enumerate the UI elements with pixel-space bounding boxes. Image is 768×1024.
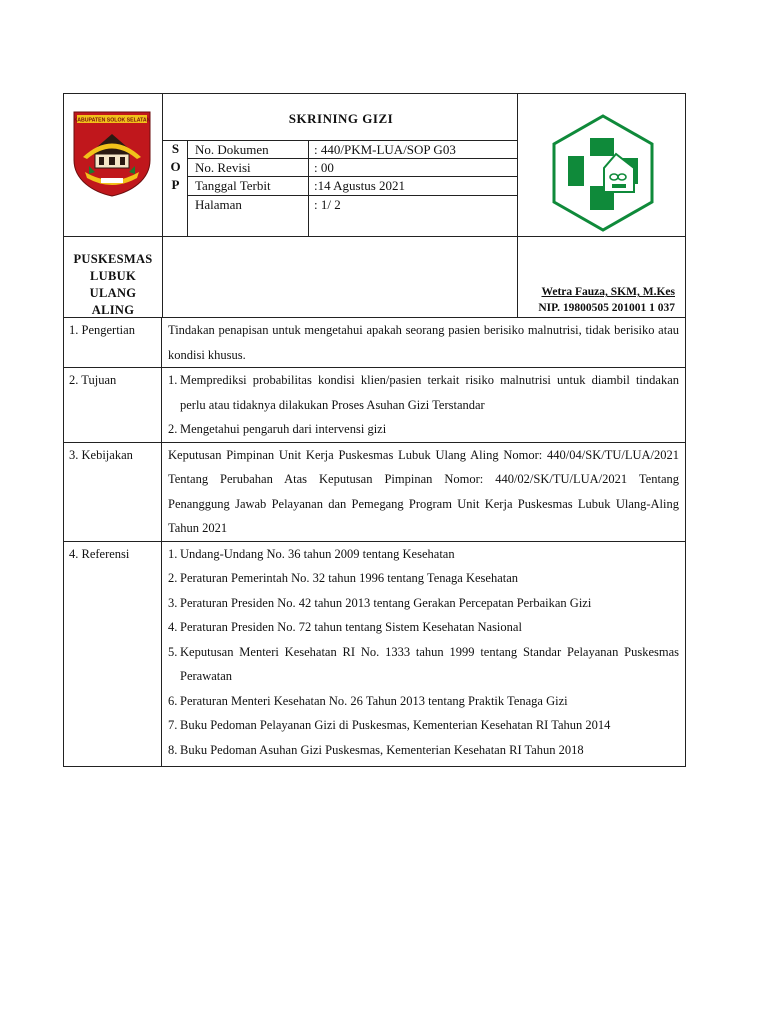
section-label: 4. Referensi	[64, 541, 162, 767]
list-item-text: Peraturan Presiden No. 72 tahun tentang Sistem Kesehatan Nasional	[180, 620, 522, 634]
field-label-no-revisi: No. Revisi	[195, 160, 251, 175]
list-item: 8. Buku Pedoman Asuhan Gizi Puskesmas, Kementerian Kesehatan RI Tahun 2018	[168, 738, 679, 763]
institution-line-1: PUSKESMAS	[73, 252, 153, 266]
signer-name: Wetra Fauza, SKM, M.Kes	[541, 286, 675, 298]
sop-letter-p: P	[171, 177, 180, 192]
list-item-text: Peraturan Pemerintah No. 32 tahun 1996 tentang Tenaga Kesehatan	[180, 571, 519, 585]
list-item-text: Buku Pedoman Pelayanan Gizi di Puskesmas, Kementerian Kesehatan RI Tahun 2014	[180, 718, 611, 732]
field-value-no-revisi: : 00	[314, 160, 334, 175]
list-item-text: Mengetahui pengaruh dari intervensi gizi	[180, 422, 387, 436]
list-item: 2. Peraturan Pemerintah No. 32 tahun 1996 tentang Tenaga Kesehatan	[168, 566, 679, 591]
list-item-text: Buku Pedoman Asuhan Gizi Puskesmas, Kementerian Kesehatan RI Tahun 2018	[180, 742, 584, 757]
institution-line-3: ULANG	[89, 286, 137, 300]
field-value-tanggal-terbit: :14 Agustus 2021	[314, 178, 406, 193]
field-label-no-dokumen: No. Dokumen	[195, 142, 269, 157]
list-item: 1. Undang-Undang No. 36 tahun 2009 tentang Kesehatan	[168, 542, 679, 567]
section-list	[162, 368, 686, 443]
list-item-text: Peraturan Menteri Kesehatan No. 26 Tahun 2013 tentang Praktik Tenaga Gizi	[180, 693, 568, 708]
section-label: 3. Kebijakan	[64, 442, 162, 541]
section-text: Keputusan Pimpinan Unit Kerja Puskesmas Lubuk Ulang Aling Nomor: 440/04/SK/TU/LUA/2021 Tentang Perubahan Atas Keputusan Pimpinan Nomor: 440/02/SK/TU/LUA/2021 Tentang Penanggung Jawab Pelayanan dan Pemegang Program Unit Kerja Puskesmas Lubuk Ulang-Aling Tahun 2021	[162, 442, 686, 541]
document-title: SKRINING GIZI	[288, 111, 394, 126]
list-item: 6. Peraturan Menteri Kesehatan No. 26 Tahun 2013 tentang Praktik Tenaga Gizi	[168, 689, 679, 714]
field-label-tanggal-terbit: Tanggal Terbit	[195, 178, 271, 193]
list-item-text: Peraturan Presiden No. 42 tahun 2013 tentang Gerakan Percepatan Perbaikan Gizi	[180, 595, 592, 610]
field-value-no-dokumen: : 440/PKM-LUA/SOP G03	[314, 142, 456, 157]
list-item: 3. Peraturan Presiden No. 42 tahun 2013 tentang Gerakan Percepatan Perbaikan Gizi	[168, 591, 679, 616]
list-item-text: Undang-Undang No. 36 tahun 2009 tentang Kesehatan	[180, 546, 455, 561]
section-label: 2. Tujuan	[64, 368, 162, 443]
section-kebijakan	[64, 442, 686, 541]
list-item: 2. Mengetahui pengaruh dari intervensi gizi	[168, 417, 679, 442]
institution-name	[64, 251, 162, 319]
list-item: 4. Peraturan Presiden No. 72 tahun tentang Sistem Kesehatan Nasional	[168, 615, 679, 640]
puskesmas-logo	[548, 114, 658, 232]
list-item-text: Memprediksi probabilitas kondisi klien/pasien terkait risiko malnutrisi untuk diambil tindakan perlu atau tidaknya dilakukan Proses Asuhan Gizi Terstandar	[180, 373, 679, 412]
section-label: 1. Pengertian	[64, 318, 162, 368]
section-tujuan	[64, 368, 686, 443]
sop-document	[63, 93, 686, 767]
list-item: 7. Buku Pedoman Pelayanan Gizi di Puskesmas, Kementerian Kesehatan RI Tahun 2014	[168, 713, 679, 738]
sop-content-table	[63, 317, 686, 767]
list-item: 5. Keputusan Menteri Kesehatan RI No. 1333 tahun 1999 tentang Standar Pelayanan Puskesmas Perawatan	[168, 640, 679, 689]
field-label-halaman: Halaman	[195, 197, 242, 212]
field-value-halaman: : 1/ 2	[314, 197, 341, 212]
section-pengertian	[64, 318, 686, 368]
signer-nip: NIP. 19800505 201001 1 037	[538, 302, 675, 314]
list-item-text: Keputusan Menteri Kesehatan RI No. 1333 tahun 1999 tentang Standar Pelayanan Puskesmas Perawatan	[180, 644, 679, 683]
sop-letter-o: O	[170, 159, 181, 174]
section-list	[162, 541, 686, 767]
section-text: Tindakan penapisan untuk mengetahui apakah seorang pasien berisiko malnutrisi, tidak berisiko atau kondisi khusus.	[162, 318, 686, 368]
section-referensi	[64, 541, 686, 767]
sop-letter-s: S	[171, 141, 180, 156]
crest-caption: KABUPATEN SOLOK SELATAN	[73, 117, 151, 124]
sop-label	[164, 140, 187, 194]
document-header	[63, 93, 686, 318]
signature-block	[538, 284, 675, 316]
district-crest-logo	[71, 110, 153, 198]
institution-line-4: ALING	[91, 303, 135, 317]
institution-line-2: LUBUK	[90, 269, 136, 283]
list-item: 1. Memprediksi probabilitas kondisi klien/pasien terkait risiko malnutrisi untuk diambil tindakan perlu atau tidaknya dilakukan Proses Asuhan Gizi Terstandar	[168, 368, 679, 417]
